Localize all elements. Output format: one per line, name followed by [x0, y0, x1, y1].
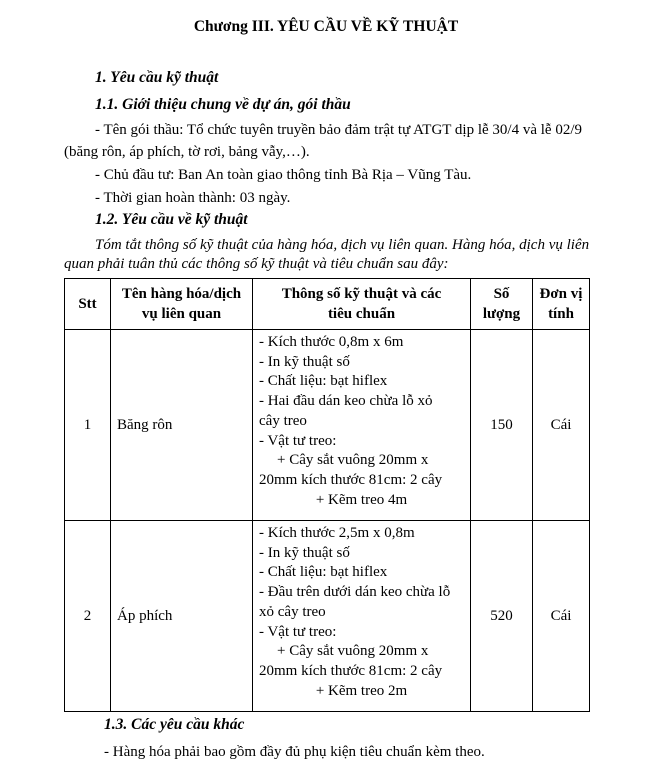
spec-line: cây treo [259, 412, 307, 429]
header-spec: Thông số kỹ thuật và các tiêu chuẩn [253, 279, 471, 330]
header-quantity: Số lượng [471, 279, 533, 330]
header-unit: Đơn vị tính [533, 279, 590, 330]
row-item-name: Áp phích [111, 521, 253, 712]
spec-line: - Hai đầu dán keo chừa lỗ xỏ [259, 393, 433, 410]
spec-line: - Đầu trên dưới dán keo chừa lỗ [259, 584, 451, 601]
spec-line: 20mm kích thước 81cm: 2 cây [259, 471, 443, 488]
section-1-1-heading: 1.1. Giới thiệu chung về dự án, gói thầu [95, 96, 351, 113]
other-requirement-line: - Hàng hóa phải bao gồm đầy đủ phụ kiện tiêu chuẩn kèm theo. [104, 744, 485, 760]
package-name-line2: (băng rôn, áp phích, tờ rơi, bảng vẫy,…). [64, 144, 310, 160]
chapter-title: Chương III. YÊU CẦU VỀ KỸ THUẬT [193, 18, 459, 35]
intro-line1: Tóm tắt thông số kỹ thuật của hàng hóa, dịch vụ liên quan. Hàng hóa, dịch vụ liên [95, 237, 590, 253]
spec-line: - Kích thước 0,8m x 6m [259, 334, 404, 350]
spec-line: + Cây sắt vuông 20mm x [277, 452, 429, 469]
row-spec [253, 330, 471, 521]
spec-line: - Chất liệu: bạt hiflex [259, 373, 388, 390]
row-unit: Cái [533, 330, 590, 521]
section-1-2-heading: 1.2. Yêu cầu về kỹ thuật [95, 211, 248, 228]
row-stt: 2 [65, 521, 111, 712]
spec-line: xỏ cây treo [259, 603, 326, 620]
spec-line: - Vật tư treo: [259, 432, 337, 449]
investor-line: - Chủ đầu tư: Ban An toàn giao thông tỉnh Bà Rịa – Vũng Tàu. [95, 167, 472, 183]
header-stt: Stt [65, 279, 111, 330]
spec-line: - Chất liệu: bạt hiflex [259, 564, 388, 581]
section-1-heading: 1. Yêu cầu kỹ thuật [95, 69, 219, 86]
spec-line: + Kẽm treo 4m [315, 491, 408, 508]
table-header-row [65, 279, 590, 330]
section-1-3-heading: 1.3. Các yêu cầu khác [104, 716, 245, 733]
spec-line: - Kích thước 2,5m x 0,8m [259, 525, 415, 541]
spec-line: - Vật tư treo: [259, 623, 337, 640]
row-stt: 1 [65, 330, 111, 521]
row-quantity: 520 [471, 521, 533, 712]
row-spec [253, 521, 471, 712]
spec-line: + Kẽm treo 2m [315, 682, 408, 699]
row-item-name: Băng rôn [111, 330, 253, 521]
spec-line: 20mm kích thước 81cm: 2 cây [259, 662, 443, 679]
header-item-name: Tên hàng hóa/dịch vụ liên quan [111, 279, 253, 330]
package-name-line1: - Tên gói thầu: Tổ chức tuyên truyền bảo đảm trật tự ATGT dịp lễ 30/4 và lễ 02/9 [95, 122, 582, 138]
table-row [65, 521, 590, 712]
row-unit: Cái [533, 521, 590, 712]
row-quantity: 150 [471, 330, 533, 521]
table-row [65, 330, 590, 521]
completion-time-line: - Thời gian hoàn thành: 03 ngày. [95, 190, 291, 206]
spec-line: - In kỹ thuật số [259, 544, 350, 561]
technical-spec-table [64, 278, 590, 712]
intro-line2: quan phải tuân thủ các thông số kỹ thuật và tiêu chuẩn sau đây: [64, 256, 449, 272]
spec-line: - In kỹ thuật số [259, 353, 350, 370]
spec-line: + Cây sắt vuông 20mm x [277, 643, 429, 660]
